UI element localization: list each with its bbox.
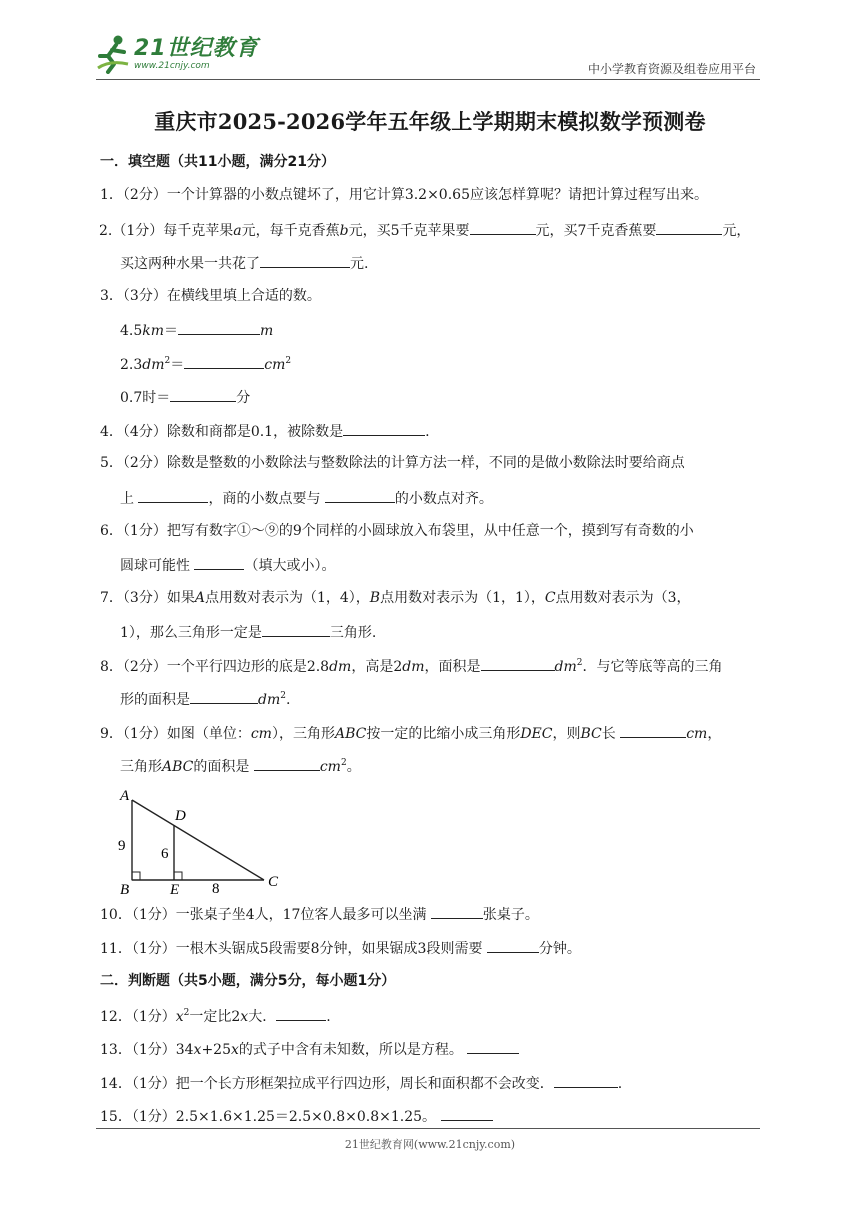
header-divider bbox=[96, 79, 760, 80]
question-3-row-1: 4.5km＝ m bbox=[120, 319, 273, 341]
question-4: 4．（4分）除数和商都是0.1，被除数是 . bbox=[100, 420, 430, 442]
question-13: 13．（1分）34x+25x的式子中含有未知数，所以是方程。 bbox=[100, 1038, 519, 1060]
platform-name: 中小学教育资源及组卷应用平台 bbox=[587, 62, 756, 76]
question-8-line-2: 形的面积是 $dm^2$. bbox=[120, 688, 290, 710]
answer-blank[interactable] bbox=[656, 219, 722, 235]
logo bbox=[96, 32, 259, 76]
length-ec: 8 bbox=[212, 881, 220, 896]
question-3: 3．（3分）在横线里填上合适的数。 bbox=[100, 288, 321, 304]
length-de: 6 bbox=[161, 846, 169, 862]
question-11: 11．（1分）一根木头锯成5段需要8分钟，如果锯成3段则需要 分钟。 bbox=[100, 937, 581, 959]
question-7: 7．（3分）如果A点用数对表示为（1，4），B点用数对表示为（1，1），C点用数对表示为（3， bbox=[100, 590, 691, 606]
answer-blank[interactable] bbox=[138, 487, 208, 503]
question-6: 6．（1分）把写有数字①～⑨的9个同样的小圆球放入布袋里，从中任意一个，摸到写有奇数的小 bbox=[100, 523, 694, 539]
page-header bbox=[96, 28, 760, 80]
label-b: B bbox=[120, 882, 130, 896]
question-12: 12．（1分）$x^2$一定比2x大． . bbox=[100, 1005, 331, 1027]
answer-blank[interactable] bbox=[467, 1038, 519, 1054]
answer-blank[interactable] bbox=[554, 1072, 618, 1088]
answer-blank[interactable] bbox=[470, 219, 536, 235]
answer-blank[interactable] bbox=[262, 621, 330, 637]
question-15: 15．（1分）2.5×1.6×1.25＝2.5×0.8×0.8×1.25。 bbox=[100, 1105, 493, 1127]
question-14: 14．（1分）把一个长方形框架拉成平行四边形，周长和面积都不会改变． . bbox=[100, 1072, 622, 1094]
answer-blank[interactable] bbox=[190, 688, 258, 704]
answer-blank[interactable] bbox=[481, 655, 555, 671]
question-7-line-2: 1），那么三角形一定是 三角形. bbox=[120, 621, 376, 643]
triangle-figure bbox=[114, 784, 294, 900]
question-3-row-3: 0.7时＝ 分 bbox=[120, 386, 250, 408]
answer-blank[interactable] bbox=[276, 1005, 326, 1021]
question-2-line-2: 买这两种水果一共花了 元. bbox=[120, 252, 368, 274]
question-2: 2.（1分）每千克苹果a元，每千克香蕉b元，买5千克苹果要 元，买7千克香蕉要 元， bbox=[99, 219, 750, 241]
answer-blank[interactable] bbox=[170, 386, 236, 402]
answer-blank[interactable] bbox=[194, 554, 244, 570]
answer-blank[interactable] bbox=[254, 755, 320, 771]
footer-divider bbox=[96, 1128, 760, 1129]
answer-blank[interactable] bbox=[487, 937, 539, 953]
logo-url: www.21cnjy.com bbox=[134, 60, 210, 71]
logo-name: 21世纪教育 bbox=[134, 35, 259, 61]
question-3-row-2: $2.3dm^2= cm^2$ bbox=[120, 353, 291, 375]
question-9-line-2: 三角形ABC的面积是 $cm^2$。 bbox=[120, 755, 361, 777]
question-10: 10．（1分）一张桌子坐4人，17位客人最多可以坐满 张桌子。 bbox=[100, 903, 539, 925]
label-c: C bbox=[268, 874, 279, 890]
triangle-diagram bbox=[114, 784, 294, 896]
answer-blank[interactable] bbox=[441, 1105, 493, 1121]
page-title: 重庆市2025-2026学年五年级上学期期末模拟数学预测卷 bbox=[154, 109, 706, 134]
page-footer: 21世纪教育网(www.21cnjy.com) bbox=[344, 1138, 516, 1151]
question-6-line-2: 圆球可能性 （填大或小）。 bbox=[120, 554, 335, 576]
question-5-line-2: 上 ，商的小数点要与 的小数点对齐。 bbox=[120, 487, 493, 509]
label-e: E bbox=[170, 882, 180, 896]
question-8: 8．（2分）一个平行四边形的底是2.8dm，高是2dm，面积是 $dm^2$．与它等底等高的三角 bbox=[100, 655, 723, 677]
answer-blank[interactable] bbox=[260, 252, 350, 268]
answer-blank[interactable] bbox=[184, 353, 264, 369]
label-d: D bbox=[175, 808, 186, 824]
answer-blank[interactable] bbox=[178, 319, 260, 335]
label-a: A bbox=[120, 788, 130, 804]
runner-logo-icon bbox=[96, 34, 130, 74]
answer-blank[interactable] bbox=[620, 722, 686, 738]
answer-blank[interactable] bbox=[343, 420, 425, 436]
section-heading-fill-in: 一．填空题（共11小题，满分21分） bbox=[100, 154, 335, 170]
length-ab: 9 bbox=[118, 838, 126, 854]
answer-blank[interactable] bbox=[431, 903, 483, 919]
answer-blank[interactable] bbox=[325, 487, 395, 503]
question-5: 5．（2分）除数是整数的小数除法与整数除法的计算方法一样，不同的是做小数除法时要给商点 bbox=[100, 455, 685, 471]
question-9: 9．（1分）如图（单位：cm），三角形ABC按一定的比缩小成三角形DEC，则BC长 cm， bbox=[100, 722, 721, 744]
section-heading-judgment: 二．判断题（共5小题，满分5分，每小题1分） bbox=[100, 973, 396, 989]
question-1: 1．（2分）一个计算器的小数点键坏了，用它计算3.2×0.65应该怎样算呢？请把计算过程写出来。 bbox=[100, 187, 708, 203]
